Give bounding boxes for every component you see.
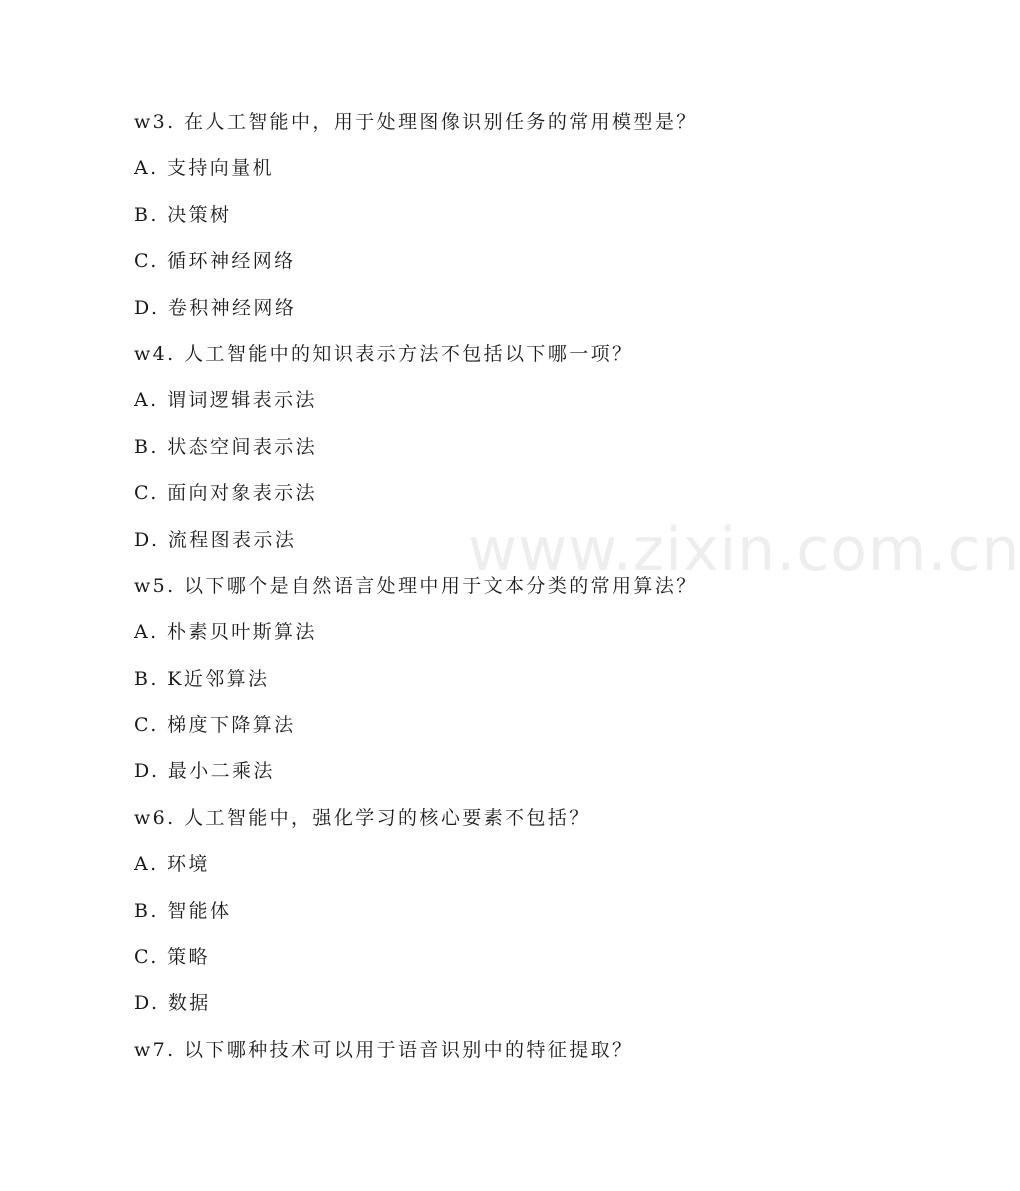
option-w5-c: C. 梯度下降算法 <box>134 714 296 737</box>
option-w6-b: B. 智能体 <box>134 899 232 922</box>
option-w4-c: C. 面向对象表示法 <box>134 482 317 505</box>
option-w3-b: B. 决策树 <box>134 203 232 226</box>
site-watermark: www.zixin.com.cn <box>468 515 1020 585</box>
option-w4-a: A. 谓词逻辑表示法 <box>134 389 317 412</box>
option-w5-b: B. K近邻算法 <box>134 667 270 690</box>
question-w7: w7. 以下哪种技术可以用于语音识别中的特征提取？ <box>134 1038 634 1061</box>
question-w5: w5. 以下哪个是自然语言处理中用于文本分类的常用算法？ <box>134 574 698 597</box>
option-w4-d: D. 流程图表示法 <box>134 528 297 551</box>
question-list <box>134 108 834 1082</box>
option-w4-b: B. 状态空间表示法 <box>134 435 318 458</box>
option-w5-d: D. 最小二乘法 <box>134 760 275 783</box>
option-w3-d: D. 卷积神经网络 <box>134 296 297 319</box>
option-w3-c: C. 循环神经网络 <box>134 250 296 273</box>
question-w3: w3. 在人工智能中，用于处理图像识别任务的常用模型是？ <box>134 111 698 133</box>
question-w4: w4. 人工智能中的知识表示方法不包括以下哪一项？ <box>134 342 634 365</box>
question-w6: w6. 人工智能中，强化学习的核心要素不包括？ <box>134 806 591 829</box>
option-w3-a: A. 支持向量机 <box>134 157 275 180</box>
option-w6-a: A. 环境 <box>134 853 210 876</box>
option-w6-c: C. 策略 <box>134 946 210 969</box>
option-w6-d: D. 数据 <box>134 992 211 1015</box>
option-w5-a: A. 朴素贝叶斯算法 <box>134 621 317 644</box>
